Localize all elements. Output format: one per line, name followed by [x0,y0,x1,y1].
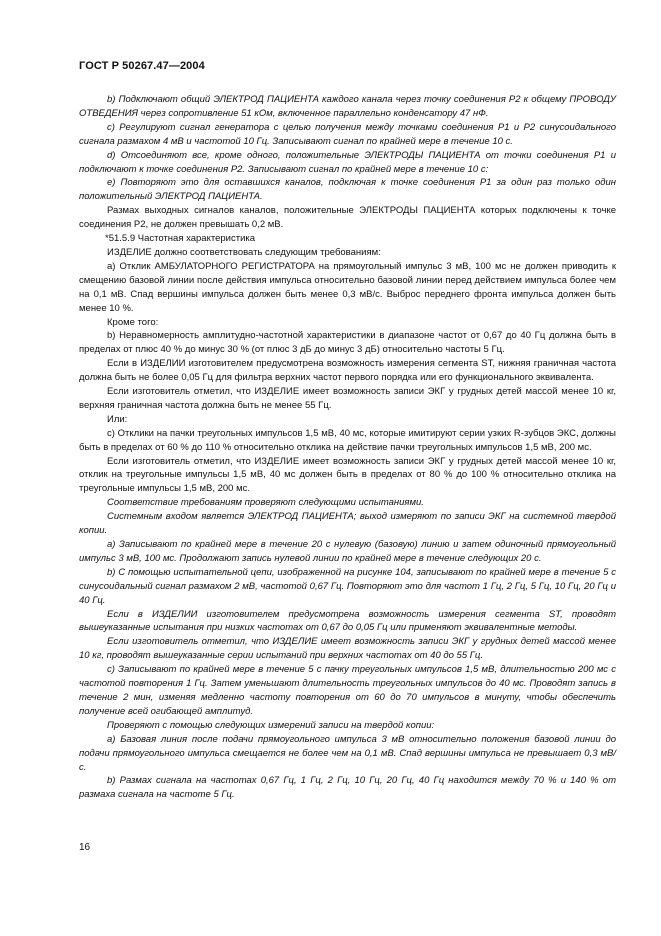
paragraph: Или: [107,413,128,425]
paragraph: c) Записывают по крайней мере в течение 5 с пачку треугольных импульсов 1,5 мВ, длительностью 200 мс с частотой повторения 1 Гц. Затем уменьшают длительность треугольных импульсов до 40 мс. Проводят запись в течение 2 мин, изменяя медленно частоту повторения от 60 до 70 импульсов в минуту, чтобы обеспечить получение всей огибающей амплитуд. [79,664,616,717]
paragraph: a) Записывают по крайней мере в течение 20 с нулевую (базовую) линию и затем одиночный прямоугольный импульс 3 мВ, 100 мс. Продолжают запись нулевой линии по крайней мере в течение следующих 20 с. [79,539,616,564]
paragraph: e) Повторяют это для оставшихся каналов, подключая к точке соединения Р1 за один раз только один положительный ЭЛЕКТРОД ПАЦИЕНТА. [79,177,616,203]
section-heading: *51.5.9 Частотная характеристика [105,233,256,245]
paragraph: Проверяют с помощью следующих измерений записи на твердой копии: [107,719,435,731]
paragraph: b) Размах сигнала на частотах 0,67 Гц, 1 Гц, 2 Гц, 10 Гц, 20 Гц, 40 Гц находится между 70 % и 140 % от размаха сигнала на частоте 5 Гц. [79,775,616,801]
paragraph: Если в ИЗДЕЛИИ изготовителем предусмотрена возможность измерения сегмента ST, нижняя граничная частота должна быть не более 0,05 Гц для фильтра верхних частот первого порядка или его функционального эквивалента. [79,358,616,384]
paragraph: Если в ИЗДЕЛИИ изготовителем предусмотрена возможность измерения сегмента ST, проводят вышеуказанные испытания при низких частотах от 0,67 до 0,05 Гц или применяют эквивалентные методы. [79,608,616,634]
document-header: ГОСТ Р 50267.47—2004 [79,60,205,72]
paragraph: ИЗДЕЛИЕ должно соответствовать следующим требованиям: [107,246,381,258]
paragraph: b) Неравномерность амплитудно-частотной характеристики в диапазоне частот от 0,67 до 40 Гц должна быть в пределах от плюс 40 % до минус 30 % (от плюс 3 дБ до минус 3 дБ) относительно частоты 5 Гц. [79,330,616,356]
paragraph: a) Базовая линия после подачи прямоугольного импульса 3 мВ относительно положения базовой линии до подачи прямоугольного импульса смещается не более чем на 0,1 мВ. Спад вершины импульса не превышает 0,3 мВ/с. [79,733,616,773]
paragraph: Соответствие требованиям проверяют следующими испытаниями. [107,497,424,509]
paragraph: Системным входом является ЭЛЕКТРОД ПАЦИЕНТА; выход измеряют по записи ЭКГ на системной твердой копии. [79,511,616,537]
document-body [79,93,616,802]
paragraph: Если изготовитель отметил, что ИЗДЕЛИЕ имеет возможность записи ЭКГ у грудных детей массой менее 10 кг, верхняя граничная частота должна быть не менее 55 Гц. [79,386,616,411]
paragraph: Если изготовитель отметил, что ИЗДЕЛИЕ имеет возможность записи ЭКГ у грудных детей массой менее 10 кг, проводят вышеуказанные серии испытаний при верхних частотах от 40 до 55 Гц. [79,636,616,662]
paragraph: c) Регулируют сигнал генератора с целью получения между точками соединения Р1 и Р2 синусоидального сигнала размахом 4 мВ и частотой 10 Гц. Записывают сигнал по крайней мере в течение 10 с. [79,121,616,147]
paragraph: b) С помощью испытательной цепи, изображенной на рисунке 104, записывают по крайней мере в течение 5 с синусоидальный сигнал размахом 2 мВ, частотой 0,67 Гц. Повторяют это для частот 1 Гц, 2 Гц, 5 Гц, 10 Гц, 20 Гц и 40 Гц. [79,566,616,606]
paragraph: Размах выходных сигналов каналов, положительные ЭЛЕКТРОДЫ ПАЦИЕНТА которых подключены к точке соединения Р2, не должен превышать 0,2 мВ. [79,205,616,231]
paragraph: c) Отклики на пачки треугольных импульсов 1,5 мВ, 40 мс, которые имитируют серии узких R-зубцов ЭКС, должны быть в пределах от 60 % до 110 % относительно отклика на действие пачки треугольных импульсов 1,5 мВ, 200 мс. [79,427,616,453]
paragraph: a) Отклик АМБУЛАТОРНОГО РЕГИСТРАТОРА на прямоугольный импульс 3 мВ, 100 мс не должен приводить к смещению базовой линии после действия импульса относительно базовой линии перед действием импульса более чем на 0,1 мВ. Спад вершины импульса должен быть менее 0,3 мВ/с. Выброс переднего фронта импульса должен быть менее 10 %. [79,260,616,314]
paragraph: Кроме того: [107,316,159,328]
paragraph: b) Подключают общий ЭЛЕКТРОД ПАЦИЕНТА каждого канала через точку соединения Р2 к общему ПРОВОДУ ОТВЕДЕНИЯ через сопротивление 51 кОм, включенное параллельно конденсатору 47 нФ. [79,94,616,119]
page-number: 16 [79,842,91,853]
paragraph: d) Отсоединяют все, кроме одного, положительные ЭЛЕКТРОДЫ ПАЦИЕНТА от точки соединения Р1 и подключают к точке соединения Р2. Записывают сигнал по крайней мере в течение 10 с: [79,149,616,175]
paragraph: Если изготовитель отметил, что ИЗДЕЛИЕ имеет возможность записи ЭКГ у грудных детей массой менее 10 кг, отклик на треугольные импульсы 1,5 мВ, 40 мс должен быть в пределах от 80 % до 100 % относительно отклика на треугольные импульсы 1,5 мВ, 200 мс. [79,455,616,495]
